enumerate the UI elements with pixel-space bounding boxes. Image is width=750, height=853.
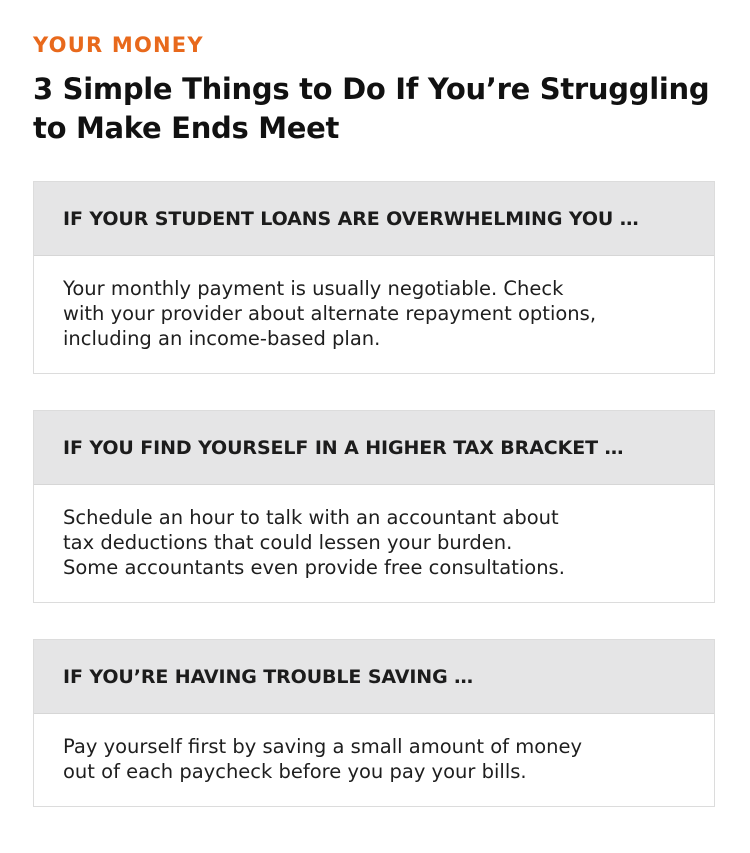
tip-card-header: [34, 411, 714, 485]
tip-card-text: Your monthly payment is usually negotiable. Check with your provider about alternate repayment options, including an income-based plan.: [63, 277, 597, 350]
tip-card-heading: IF YOU’RE HAVING TROUBLE SAVING …: [63, 665, 474, 688]
tip-card-student-loans: [33, 181, 715, 374]
tip-card-saving: [33, 639, 715, 807]
tip-card-text: Pay yourself first by saving a small amount of money out of each paycheck before you pay your bills.: [63, 735, 583, 783]
tip-card-tax-bracket: [33, 410, 715, 603]
tip-card-body: [34, 256, 714, 351]
tip-card-body: [34, 485, 714, 580]
tip-card-heading: IF YOU FIND YOURSELF IN A HIGHER TAX BRACKET …: [63, 436, 624, 459]
tip-card-header: [34, 182, 714, 256]
section-label: YOUR MONEY: [33, 33, 204, 57]
tip-card-header: [34, 640, 714, 714]
tip-card-body: [34, 714, 714, 784]
page-title: 3 Simple Things to Do If You’re Struggling to Make Ends Meet: [33, 72, 710, 145]
tip-card-text: Schedule an hour to talk with an accountant about tax deductions that could lessen your burden. Some accountants even provide free consultations.: [63, 506, 565, 579]
tip-card-heading: IF YOUR STUDENT LOANS ARE OVERWHELMING YOU …: [63, 207, 639, 230]
